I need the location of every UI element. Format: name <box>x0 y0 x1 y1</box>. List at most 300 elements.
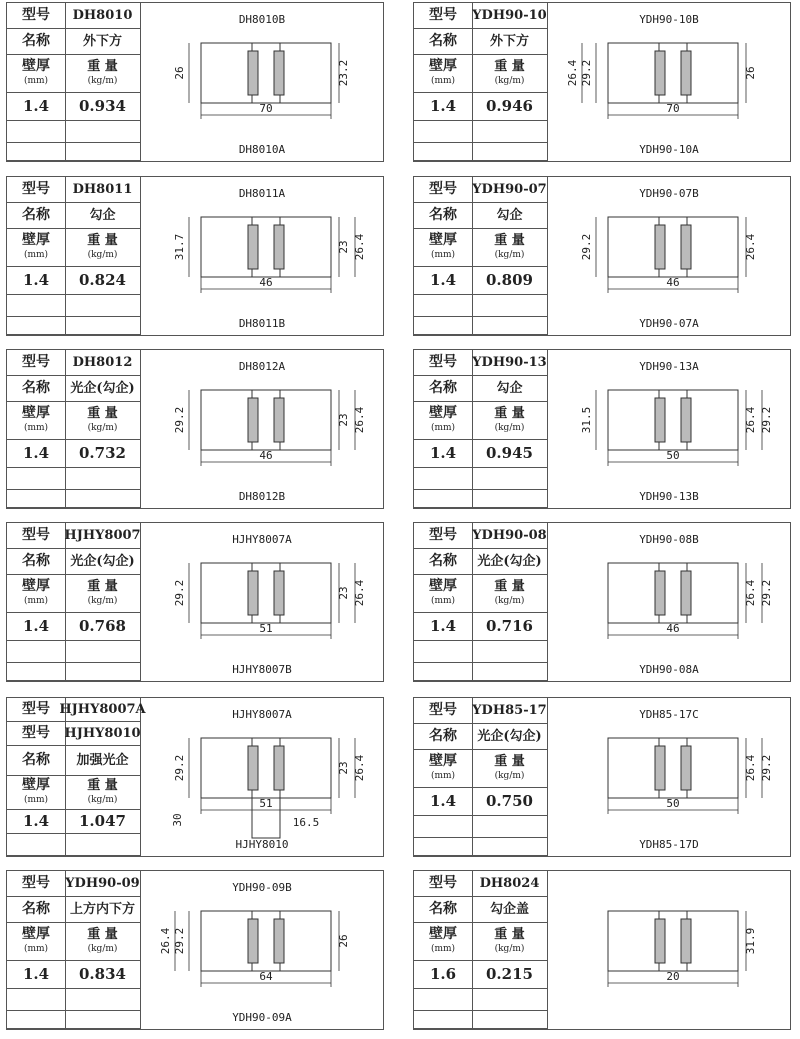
wall-unit: (mm) <box>23 943 49 954</box>
spec-value-cell <box>472 267 547 294</box>
profile-section-svg <box>141 350 383 508</box>
profile-drawing <box>141 177 383 335</box>
height-label: 26.4 <box>744 754 757 782</box>
profile-section-svg <box>141 698 383 856</box>
spec-row <box>7 961 140 989</box>
spec-label-cell <box>414 871 473 896</box>
spec-label-cell <box>7 549 66 574</box>
wall-value: 1.4 <box>429 792 457 810</box>
wall-unit: (mm) <box>23 249 49 260</box>
profile-outline <box>608 43 738 103</box>
spec-label-cell <box>7 440 66 467</box>
spec-label-cell <box>414 350 473 375</box>
weight-value: 0.834 <box>79 965 126 983</box>
profile-bottom-code: YDH85-17D <box>639 838 699 851</box>
thermal-strip <box>655 225 691 269</box>
profile-top-code: DH8010B <box>238 13 286 26</box>
weight-value: 0.824 <box>79 271 126 289</box>
spec-row <box>7 575 140 613</box>
model-value: YDH90-08 <box>472 528 547 543</box>
model-value: YDH90-10 <box>472 8 547 23</box>
spec-value-cell <box>65 641 140 662</box>
profile-drawing <box>141 350 383 508</box>
wall-label: 壁厚 <box>429 231 457 248</box>
name-value: 光企(勾企) <box>70 554 135 569</box>
wall-label: 壁厚 <box>429 925 457 942</box>
name-label: 名称 <box>22 207 50 223</box>
model-value: DH8012 <box>72 355 133 370</box>
profile-outline <box>608 563 738 623</box>
profile-section-svg <box>141 177 383 335</box>
spec-label-cell <box>7 613 66 640</box>
weight-value: 0.809 <box>486 271 533 289</box>
spec-label-cell <box>414 575 473 612</box>
spec-value-cell <box>472 816 547 837</box>
spec-row <box>414 663 547 681</box>
profile-outline <box>201 390 331 450</box>
name-label: 名称 <box>429 553 457 569</box>
model-label: 型号 <box>22 701 50 717</box>
spec-row <box>7 267 140 295</box>
height-label: 29.2 <box>760 406 773 434</box>
profile-card <box>6 522 384 682</box>
spec-label-cell <box>414 3 473 28</box>
profile-card <box>413 522 791 682</box>
spec-table <box>414 3 548 161</box>
width-label: 70 <box>666 102 680 115</box>
profile-drawing <box>141 871 383 1029</box>
spec-label-cell <box>7 722 66 745</box>
spec-row <box>7 663 140 681</box>
model-label: 型号 <box>22 527 50 543</box>
weight-label: 重 量 <box>494 753 525 769</box>
wall-label: 壁厚 <box>429 752 457 769</box>
height-label: 31.9 <box>744 927 757 955</box>
spec-row <box>7 203 140 229</box>
spec-row <box>7 55 140 93</box>
profile-top-code: YDH90-13A <box>639 360 699 373</box>
spec-row <box>414 177 547 203</box>
width-label: 50 <box>666 449 680 462</box>
spec-value-cell <box>472 613 547 640</box>
name-value: 勾企 <box>496 381 523 396</box>
profile-outline <box>608 911 738 971</box>
height-label: 29.2 <box>173 754 186 782</box>
spec-label-cell <box>7 523 66 548</box>
spec-row <box>7 897 140 923</box>
spec-table <box>414 698 548 856</box>
profile-drawing <box>548 3 790 161</box>
name-label: 名称 <box>22 752 50 768</box>
height-label: 31.5 <box>580 406 593 434</box>
spec-row <box>7 834 140 856</box>
spec-row <box>414 203 547 229</box>
weight-unit: (kg/m) <box>87 595 118 606</box>
profile-card <box>6 697 384 857</box>
spec-label-cell <box>7 776 66 809</box>
wall-value: 1.4 <box>22 97 50 115</box>
spec-value-cell <box>65 295 140 316</box>
name-label: 名称 <box>429 33 457 49</box>
weight-label: 重 量 <box>87 58 118 74</box>
spec-value-cell <box>65 121 140 142</box>
wall-value: 1.4 <box>22 965 50 983</box>
profile-drawing <box>141 523 383 681</box>
spec-label-cell <box>414 641 473 662</box>
spec-row <box>414 788 547 816</box>
height-label: 26.4 <box>744 579 757 607</box>
spec-value-cell <box>472 440 547 467</box>
spec-table <box>7 3 141 161</box>
spec-row <box>414 549 547 575</box>
profile-drawing <box>141 3 383 161</box>
wall-unit: (mm) <box>430 249 456 260</box>
spec-label-cell <box>7 961 66 988</box>
spec-label-cell <box>7 746 66 775</box>
height-label: 26.4 <box>744 233 757 261</box>
spec-value-cell <box>65 1011 140 1028</box>
profile-section-svg <box>548 698 790 856</box>
spec-row <box>7 698 146 722</box>
thermal-strip <box>248 225 284 269</box>
spec-label-cell <box>414 989 473 1010</box>
name-label: 名称 <box>22 380 50 396</box>
spec-value-cell <box>65 549 140 574</box>
spec-value-cell <box>472 897 547 922</box>
model-label: 型号 <box>429 354 457 370</box>
weight-unit: (kg/m) <box>87 794 118 805</box>
spec-label-cell <box>7 350 66 375</box>
thermal-strip <box>248 571 284 615</box>
spec-value-cell <box>472 923 547 960</box>
profile-top-code: YDH90-09B <box>232 881 292 894</box>
spec-value-cell <box>472 575 547 612</box>
profile-outline <box>608 390 738 450</box>
wall-label: 壁厚 <box>22 57 50 74</box>
profile-drawing <box>548 350 790 508</box>
weight-label: 重 量 <box>87 777 118 793</box>
profile-top-code: YDH85-17C <box>639 708 699 721</box>
spec-label-cell <box>7 177 66 202</box>
profile-section-svg <box>141 3 383 161</box>
wall-unit: (mm) <box>23 595 49 606</box>
spec-table <box>414 177 548 335</box>
profile-outline <box>608 738 738 798</box>
spec-value-cell <box>472 143 547 160</box>
profile-outline <box>201 43 331 103</box>
weight-label: 重 量 <box>87 578 118 594</box>
model-label: 型号 <box>22 181 50 197</box>
profile-section-svg <box>548 350 790 508</box>
spec-label-cell <box>7 317 66 334</box>
spec-label-cell <box>414 788 473 815</box>
spec-row <box>414 641 547 663</box>
profile-bottom-code: DH8012B <box>238 490 286 503</box>
spec-value-cell <box>65 961 140 988</box>
spec-value-cell <box>65 203 140 228</box>
spec-value-cell <box>472 317 547 334</box>
spec-row <box>7 350 140 376</box>
spec-value-cell <box>472 1011 547 1028</box>
spec-label-cell <box>414 490 473 507</box>
height-label: 31.7 <box>173 233 186 261</box>
spec-row <box>7 440 140 468</box>
wall-label: 壁厚 <box>429 404 457 421</box>
spec-row <box>414 490 547 508</box>
width-label: 46 <box>666 622 680 635</box>
spec-row <box>7 490 140 508</box>
name-label: 名称 <box>429 380 457 396</box>
weight-unit: (kg/m) <box>494 422 525 433</box>
wall-value: 1.4 <box>22 812 50 830</box>
spec-label-cell <box>414 440 473 467</box>
height-label: 26.4 <box>353 233 366 261</box>
spec-label-cell <box>414 923 473 960</box>
width-label: 46 <box>259 449 273 462</box>
wall-value: 1.4 <box>22 617 50 635</box>
spec-row <box>414 468 547 490</box>
spec-label-cell <box>414 93 473 120</box>
profile-drawing <box>141 698 383 856</box>
name-value: 勾企 <box>496 208 523 223</box>
weight-value: 0.215 <box>486 965 533 983</box>
spec-row <box>414 724 547 750</box>
wall-label: 壁厚 <box>22 231 50 248</box>
spec-label-cell <box>7 923 66 960</box>
spec-label-cell <box>7 989 66 1010</box>
weight-label: 重 量 <box>87 405 118 421</box>
profile-card <box>413 2 791 162</box>
spec-row <box>414 350 547 376</box>
model-value: YDH90-07 <box>472 182 547 197</box>
height-label: 29.2 <box>580 233 593 261</box>
profile-outline <box>201 738 331 798</box>
spec-value-cell <box>65 746 140 775</box>
profile-bottom-code: YDH90-13B <box>639 490 699 503</box>
profile-card <box>6 349 384 509</box>
spec-value-cell <box>472 663 547 680</box>
wall-label: 壁厚 <box>22 404 50 421</box>
height-label: 23 <box>337 586 350 600</box>
spec-value-cell <box>472 295 547 316</box>
model-value: YDH85-17 <box>472 703 547 718</box>
spec-row <box>7 871 140 897</box>
spec-value-cell <box>472 871 547 896</box>
spec-value-cell <box>65 267 140 294</box>
thermal-strip <box>655 51 691 95</box>
spec-row <box>7 177 140 203</box>
wall-unit: (mm) <box>430 943 456 954</box>
weight-unit: (kg/m) <box>87 249 118 260</box>
spec-row <box>7 776 140 810</box>
wall-unit: (mm) <box>430 75 456 86</box>
profile-top-code: DH8011A <box>238 187 286 200</box>
wall-value: 1.4 <box>22 444 50 462</box>
profile-card <box>6 176 384 336</box>
height-label: 29.2 <box>173 927 186 955</box>
spec-row <box>414 923 547 961</box>
spec-value-cell <box>65 575 140 612</box>
profile-top-code: YDH90-07B <box>639 187 699 200</box>
name-label: 名称 <box>429 207 457 223</box>
spec-table <box>414 523 548 681</box>
spec-value-cell <box>472 229 547 266</box>
spec-label-cell <box>7 871 66 896</box>
profile-bottom-code: DH8010A <box>238 143 286 156</box>
spec-label-cell <box>7 93 66 120</box>
spec-value-cell <box>472 490 547 507</box>
lower-height-label: 30 <box>171 813 184 827</box>
spec-value-cell <box>472 376 547 401</box>
small-width-label: 16.5 <box>292 816 320 829</box>
spec-value-cell <box>65 468 140 489</box>
spec-value-cell <box>65 810 140 833</box>
spec-label-cell <box>7 575 66 612</box>
spec-row <box>414 29 547 55</box>
spec-label-cell <box>7 295 66 316</box>
spec-row <box>414 989 547 1011</box>
spec-row <box>7 376 140 402</box>
weight-unit: (kg/m) <box>87 75 118 86</box>
spec-label-cell <box>414 613 473 640</box>
spec-row <box>414 838 547 856</box>
weight-label: 重 量 <box>494 926 525 942</box>
name-value: 加强光企 <box>76 753 129 768</box>
spec-row <box>414 750 547 788</box>
model-value: YDH90-09 <box>65 876 140 891</box>
model-label: 型号 <box>429 527 457 543</box>
model-label: 型号 <box>429 702 457 718</box>
profile-bottom-code: DH8011B <box>238 317 286 330</box>
height-label: 26.4 <box>353 406 366 434</box>
name-label: 名称 <box>22 901 50 917</box>
profile-outline <box>201 563 331 623</box>
height-label: 29.2 <box>760 754 773 782</box>
spec-row <box>414 1011 547 1029</box>
wall-value: 1.6 <box>429 965 457 983</box>
weight-unit: (kg/m) <box>494 943 525 954</box>
width-label: 64 <box>259 970 273 983</box>
spec-label-cell <box>414 724 473 749</box>
model-value: HJHY8007 <box>64 528 141 543</box>
weight-unit: (kg/m) <box>494 770 525 781</box>
model-label: 型号 <box>429 7 457 23</box>
spec-value-cell <box>65 834 140 855</box>
profile-bottom-code: YDH90-10A <box>639 143 699 156</box>
profile-bottom-code: YDH90-07A <box>639 317 699 330</box>
spec-row <box>414 871 547 897</box>
wall-unit: (mm) <box>430 595 456 606</box>
spec-value-cell <box>472 402 547 439</box>
height-label: 23 <box>337 413 350 427</box>
profile-outline <box>608 217 738 277</box>
spec-row <box>7 93 140 121</box>
height-label: 26.4 <box>353 754 366 782</box>
spec-value-cell <box>65 177 140 202</box>
spec-value-cell <box>65 490 140 507</box>
height-label: 26 <box>173 66 186 80</box>
spec-table <box>7 523 141 681</box>
model-value: DH8024 <box>479 876 540 891</box>
height-label: 29.2 <box>173 579 186 607</box>
spec-row <box>414 143 547 161</box>
spec-row <box>7 468 140 490</box>
spec-label-cell <box>7 29 66 54</box>
width-label: 20 <box>666 970 680 983</box>
spec-row <box>414 93 547 121</box>
wall-label: 壁厚 <box>22 776 50 793</box>
weight-value: 0.750 <box>486 792 533 810</box>
height-label: 26 <box>337 934 350 948</box>
spec-row <box>7 613 140 641</box>
wall-unit: (mm) <box>23 75 49 86</box>
weight-unit: (kg/m) <box>494 595 525 606</box>
model-label: 型号 <box>429 181 457 197</box>
weight-value: 0.716 <box>486 617 533 635</box>
spec-value-cell <box>65 440 140 467</box>
spec-value-cell <box>65 897 140 922</box>
profile-bottom-code: YDH90-08A <box>639 663 699 676</box>
profile-section-svg <box>548 523 790 681</box>
spec-value-cell <box>472 3 547 28</box>
spec-label-cell <box>414 229 473 266</box>
spec-label-cell <box>414 121 473 142</box>
spec-value-cell <box>59 698 146 721</box>
spec-label-cell <box>414 468 473 489</box>
profile-section-svg <box>548 871 790 1029</box>
spec-value-cell <box>472 549 547 574</box>
spec-row <box>414 3 547 29</box>
profile-bottom-code: HJHY8010 <box>235 838 289 851</box>
wall-value: 1.4 <box>429 617 457 635</box>
spec-row <box>7 229 140 267</box>
height-label: 26.4 <box>744 406 757 434</box>
spec-row <box>7 923 140 961</box>
wall-label: 壁厚 <box>429 57 457 74</box>
model-label: 型号 <box>22 7 50 23</box>
spec-row <box>414 961 547 989</box>
weight-unit: (kg/m) <box>87 943 118 954</box>
profile-drawing <box>548 523 790 681</box>
spec-value-cell <box>65 663 140 680</box>
spec-value-cell <box>472 29 547 54</box>
profile-outline <box>201 217 331 277</box>
width-label: 70 <box>259 102 273 115</box>
spec-value-cell <box>65 317 140 334</box>
spec-value-cell <box>65 350 140 375</box>
spec-table <box>414 871 548 1029</box>
weight-value: 0.768 <box>79 617 126 635</box>
height-label: 23 <box>337 240 350 254</box>
weight-value: 0.934 <box>79 97 126 115</box>
spec-row <box>414 816 547 838</box>
spec-table <box>414 350 548 508</box>
thermal-strip <box>248 398 284 442</box>
spec-row <box>7 143 140 161</box>
name-value: 光企(勾企) <box>477 729 542 744</box>
spec-row <box>414 376 547 402</box>
spec-label-cell <box>414 402 473 439</box>
profile-drawing <box>548 177 790 335</box>
weight-unit: (kg/m) <box>494 249 525 260</box>
spec-label-cell <box>414 55 473 92</box>
height-label: 29.2 <box>173 406 186 434</box>
spec-label-cell <box>414 177 473 202</box>
spec-row <box>7 989 140 1011</box>
height-label: 26 <box>744 66 757 80</box>
spec-value-cell <box>65 523 140 548</box>
spec-label-cell <box>7 468 66 489</box>
